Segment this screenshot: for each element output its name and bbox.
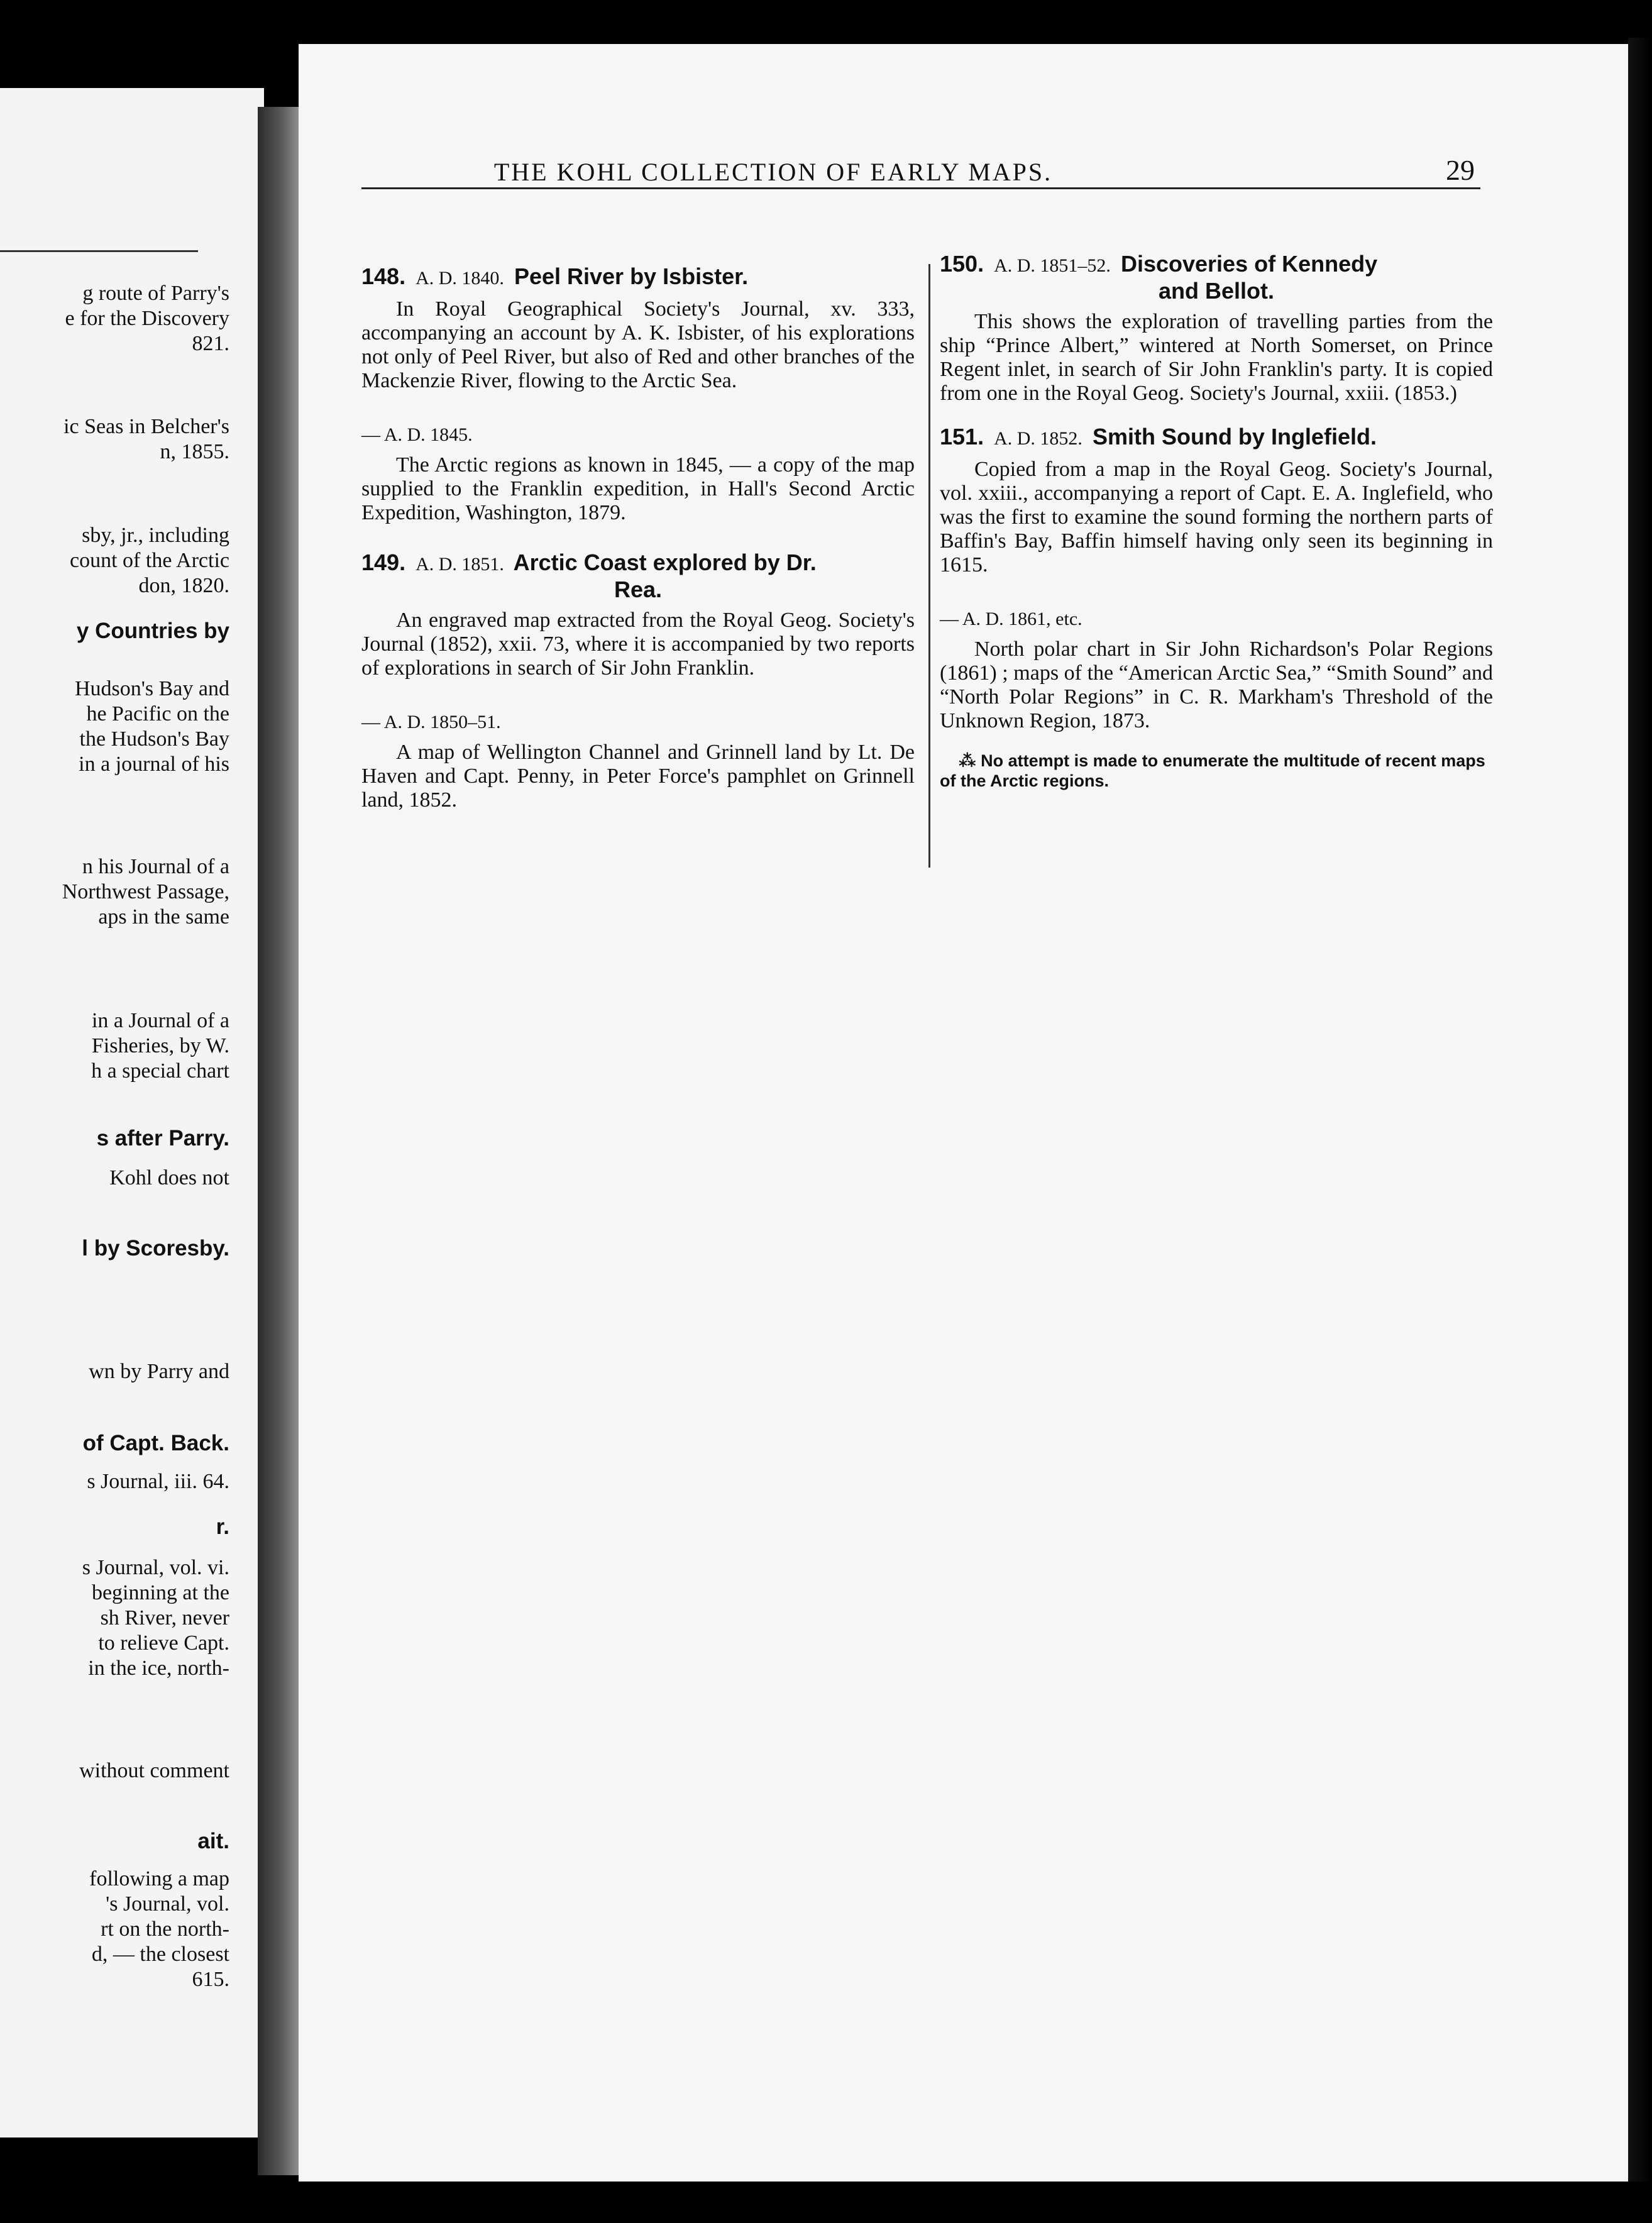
left-page-line: ic Seas in Belcher's [63,415,229,438]
subentry-1850-date: — A. D. 1850–51. [361,712,501,732]
entry-date: A. D. 1851. [416,554,504,575]
left-page-line: in a Journal of a [91,1009,229,1032]
entry-date: A. D. 1852. [994,428,1082,449]
left-page-line: h a special chart [91,1059,229,1083]
entry-148-body: In Royal Geographical Society's Journal, xv. 333, accompanying an account by A. K. Isbister, of his explorations not only of Peel River, but also of Red and other branches of the Mackenzie River, flowing to the Arctic Sea. [361,297,915,392]
entry-148-heading [361,264,915,291]
left-page-line: Hudson's Bay and [74,677,229,700]
left-page-line: d, — the closest [91,1943,229,1966]
entry-number: 151. [940,424,984,450]
left-page-line: beginning at the [91,1581,229,1604]
left-page-heading-fragment: ait. [197,1829,229,1853]
left-page-line: Kohl does not [109,1166,229,1189]
left-page-line: to relieve Capt. [98,1631,229,1655]
subentry-1845-body: The Arctic regions as known in 1845, — a copy of the map supplied to the Franklin expedition, in Hall's Second Arctic Expedition, Washington, 1879. [361,453,915,524]
left-page-line: Fisheries, by W. [91,1034,229,1057]
left-page-heading-fragment: r. [216,1514,229,1539]
subentry-1861-body: North polar chart in Sir John Richardson's Polar Regions (1861) ; maps of the “American Arctic Sea,” “Smith Sound” and “North Polar Regions” in C. R. Markham's Threshold of the Unknown Region, 1873. [940,637,1493,732]
left-page-line: n his Journal of a [82,855,229,878]
left-page-line: in the ice, north- [88,1657,229,1680]
left-page-line: s Journal, iii. 64. [87,1470,229,1493]
entry-number: 150. [940,251,984,277]
left-page-heading-fragment: of Capt. Back. [82,1431,229,1455]
left-page-line: without comment [79,1759,229,1782]
entry-title: Peel River by Isbister. [514,263,749,289]
footnote: ⁂ No attempt is made to enumerate the multitude of recent maps of the Arctic regions. [940,751,1485,790]
left-page-line: he Pacific on the [86,702,229,725]
left-page-line: 615. [192,1968,229,1991]
left-page [0,88,264,2138]
entry-number: 148. [361,263,406,289]
left-page-line: g route of Parry's [82,282,229,305]
column-right [940,251,1493,791]
entry-title-continued: Rea. [614,576,663,602]
entry-150-body: This shows the exploration of travelling parties from the ship “Prince Albert,” wintered at North Somerset, on Prince Regent inlet, in search of Sir John Franklin's party. It is copied from one in the Royal Geog. Society's Journal, xxiii. (1853.) [940,310,1493,405]
page-edge [1628,38,1652,2182]
left-page-line: don, 1820. [138,574,229,597]
header-rule [361,187,1480,189]
subentry-1850-body: A map of Wellington Channel and Grinnell land by Lt. De Haven and Capt. Penny, in Peter Force's pamphlet on Grinnell land, 1852. [361,741,915,812]
entry-title: Smith Sound by Inglefield. [1092,424,1377,450]
left-page-line: Northwest Passage, [62,880,229,903]
left-page-heading-fragment: s after Parry. [96,1126,229,1150]
left-page-line: in a journal of his [79,753,229,776]
left-page-line: following a map [89,1867,229,1890]
left-page-line: 821. [192,332,229,355]
column-divider [928,264,930,868]
left-page-heading-fragment: y Countries by [76,619,229,643]
left-page-line: n, 1855. [160,440,229,463]
entry-149-heading [361,550,915,602]
subentry-1845-date: — A. D. 1845. [361,424,473,445]
entry-150-heading [940,251,1493,304]
left-page-line: aps in the same [98,905,229,929]
left-page-line: 's Journal, vol. [106,1892,229,1916]
entry-151-heading [940,424,1493,451]
entry-149-body: An engraved map extracted from the Royal Geog. Society's Journal (1852), xxii. 73, where it is accompanied by two reports of explorations in search of Sir John Franklin. [361,609,915,680]
left-page-line: s Journal, vol. vi. [82,1556,229,1579]
left-page-line: wn by Parry and [89,1360,229,1383]
entry-title: Arctic Coast explored by Dr. [513,549,817,575]
book-spine-shadow [258,107,302,2175]
left-page-line: the Hudson's Bay [79,727,229,751]
entry-title-continued: and Bellot. [1158,278,1274,304]
page-number: 29 [1446,154,1475,186]
entry-number: 149. [361,549,406,575]
entry-title: Discoveries of Kennedy [1120,251,1378,277]
left-page-line: e for the Discovery [65,307,229,330]
entry-date: A. D. 1840. [416,268,504,289]
running-title: THE KOHL COLLECTION OF EARLY MAPS. [493,158,1053,186]
left-page-heading-fragment: l by Scoresby. [82,1236,229,1260]
column-left [361,264,915,812]
entry-151-body: Copied from a map in the Royal Geog. Society's Journal, vol. xxiii., accompanying a report of Capt. E. A. Inglefield, who was the first to examine the sound forming the northern parts of Baffin's Bay, Baffin himself having only seen its beginning in 1615. [940,458,1493,576]
left-page-line: rt on the north- [101,1917,229,1941]
left-page-line: sby, jr., including [82,524,229,547]
entry-date: A. D. 1851–52. [994,255,1111,276]
left-page-line: sh River, never [100,1606,229,1630]
left-page-rule [0,250,198,252]
left-page-line: count of the Arctic [70,549,229,572]
subentry-1861-date: — A. D. 1861, etc. [940,609,1082,629]
